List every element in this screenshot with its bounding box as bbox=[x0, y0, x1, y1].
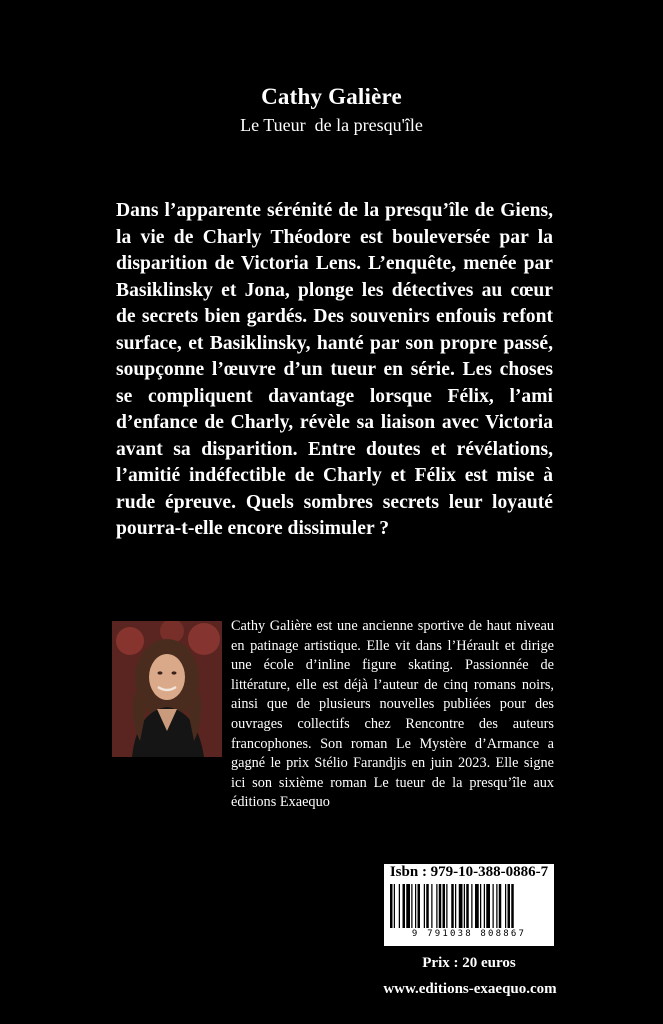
barcode-panel bbox=[384, 864, 554, 946]
isbn-label: Isbn : 979-10-388-0886-7 bbox=[389, 864, 549, 880]
publisher-website: www.editions-exaequo.com bbox=[383, 981, 557, 997]
synopsis-text: Dans l’apparente sérénité de la presqu’île de Giens, la vie de Charly Théodore est bouleversée par la disparition de Victoria Lens. L’enquête, menée par Basiklinsky et Jona, plonge les détectives au cœur de secrets bien gardés. Des souvenirs enfouis refont surface, et Basiklinsky, hanté par son propre passé, soupçonne l’œuvre d’un tueur en série. Les choses se compliquent davantage lorsque Félix, l’ami d’enfance de Charly, révèle sa liaison avec Victoria avant sa disparition. Entre doutes et révélations, l’amitié indéfectible de Charly et Félix est mise à rude épreuve. Quels sombres secrets leur loyauté pourra-t-elle encore dissimuler ? bbox=[116, 200, 553, 539]
author-bio: Cathy Galière est une ancienne sportive de haut niveau en patinage artistique. Elle vit dans l’Hérault et dirige une école d’inline figure skating. Passionnée de littérature, elle est déjà l’auteur de cinq romans noirs, ainsi que de plusieurs nouvelles publiées pour des ouvrages collectifs chez Rencontre des auteurs francophones. Son roman Le Mystère d’Armance a gagné le prix Stélio Farandjis en juin 2023. Elle signe ici son sixième roman Le tueur de la presqu’île aux éditions Exaequo bbox=[231, 618, 554, 811]
barcode-icon bbox=[388, 884, 550, 928]
barcode-digits: 9 791038 808867 bbox=[411, 929, 527, 939]
author-name: Cathy Galière bbox=[261, 84, 402, 109]
price-label: Prix : 20 euros bbox=[422, 955, 516, 971]
author-photo bbox=[112, 621, 222, 757]
book-title: Le Tueur de la presqu'île bbox=[240, 115, 423, 135]
author-portrait-image bbox=[112, 621, 222, 757]
